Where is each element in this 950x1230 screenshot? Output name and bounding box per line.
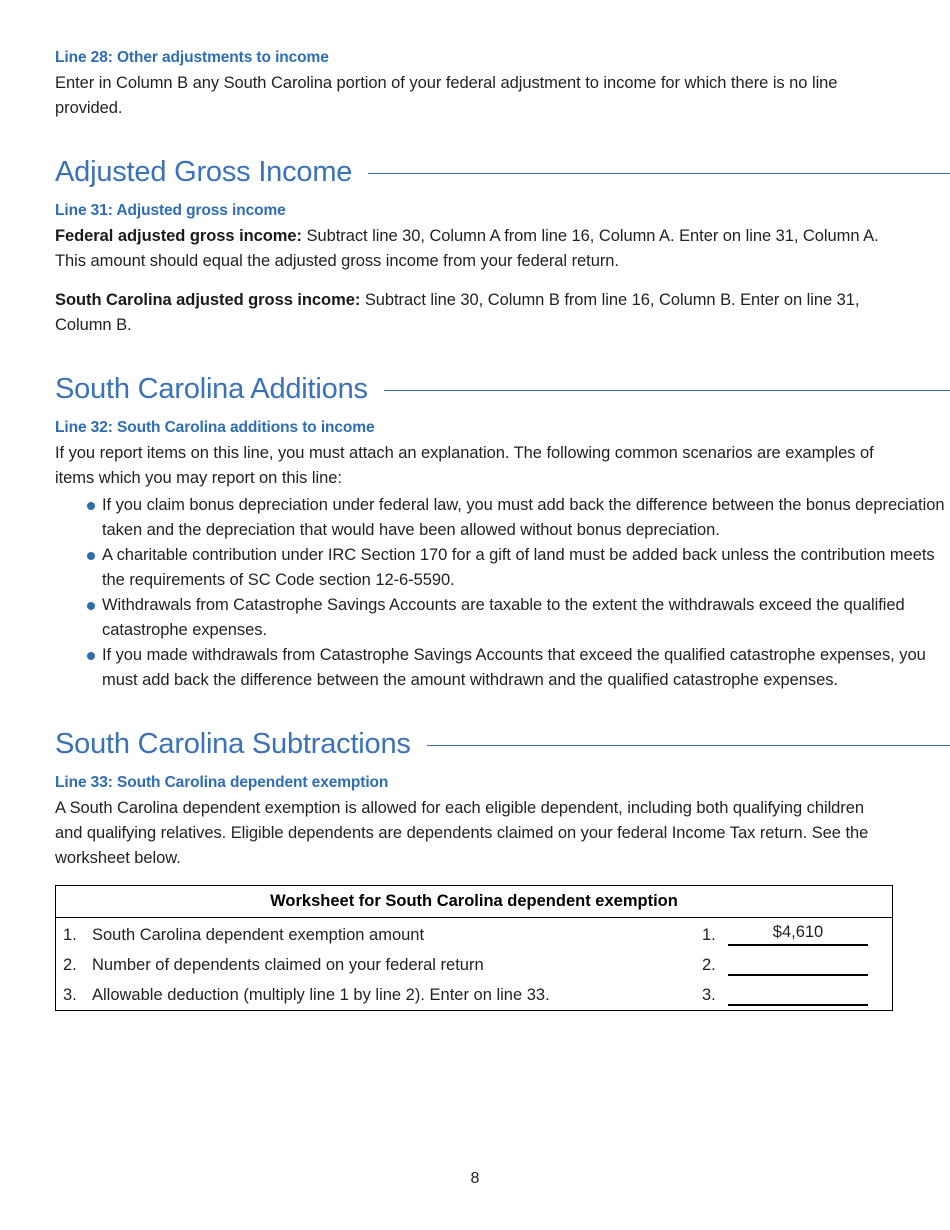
page-number: 8 [470,1170,480,1187]
list-item-text: If you claim bonus depreciation under federal law, you must add back the difference between the bonus depreciation taken and the depreciation that would have been allowed without bonus depreciation. [102,496,945,539]
sc-agi-lead: South Carolina adjusted gross income: [55,291,361,309]
section-adjusted-gross-income [55,155,950,189]
sc-agi-rest: Subtract line 30, Column B from line 16, Column B. Enter on line 31, Column B. [55,291,860,334]
row-line-number: 1. [702,926,716,944]
list-item-text: A charitable contribution under IRC Section 170 for a gift of land must be added back unless the contribution meets the requirements of SC Code section 12-6-5590. [102,546,935,589]
worksheet-title: Worksheet for South Carolina dependent exemption [56,886,892,918]
section-divider-rule [427,745,950,746]
section-title: South Carolina Subtractions [55,728,411,760]
line-33-paragraph: A South Carolina dependent exemption is allowed for each eligible dependent, including both qualifying children and qualifying relatives. Eligible dependents are dependents claimed on your federal Income Tax return. See the worksheet below. [55,799,869,867]
line-28-paragraph: Enter in Column B any South Carolina portion of your federal adjustment to income for which there is no line provided. [55,74,838,117]
list-item-text: If you made withdrawals from Catastrophe Savings Accounts that exceed the qualified catastrophe expenses, you must add back the difference between the amount withdrawn and the qualified catastrophe expenses. [102,646,926,689]
bullet-dot-icon [87,652,95,660]
section-divider-rule [384,390,950,391]
list-item [55,593,950,643]
section-title: South Carolina Additions [55,373,368,405]
section-south-carolina-subtractions [55,727,950,761]
line-31-paragraph-federal [55,224,895,274]
line-31-heading: Line 31: Adjusted gross income [55,202,286,219]
line-32-paragraph: If you report items on this line, you must attach an explanation. The following common scenarios are examples of items which you may report on this line: [55,444,874,487]
line-32-heading: Line 32: South Carolina additions to income [55,419,375,436]
row-line-number: 3. [702,986,716,1004]
row-line-number: 2. [702,956,716,974]
bullet-dot-icon [87,552,95,560]
amount-field[interactable] [728,985,868,1006]
row-label: Number of dependents claimed on your federal return [92,956,484,974]
line-33-heading: Line 33: South Carolina dependent exemption [55,774,389,791]
section-divider-rule [368,173,950,174]
amount-field[interactable]: $4,610 [728,922,868,946]
list-item [55,643,950,693]
bullet-dot-icon [87,502,95,510]
block-line-31 [55,201,950,338]
dependent-exemption-worksheet [55,885,893,1011]
table-row [56,950,892,980]
line-31-paragraph-sc [55,288,895,338]
list-item [55,543,950,593]
federal-agi-rest: Subtract line 30, Column A from line 16, Column A. Enter on line 31, Column A. This amount should equal the adjusted gross income from your federal return. [55,227,879,270]
block-line-33 [55,773,950,871]
row-number: 2. [63,956,77,974]
row-number: 3. [63,986,77,1004]
line-32-bullet-list [55,493,950,693]
amount-field[interactable] [728,955,868,976]
row-number: 1. [63,926,77,944]
list-item-text: Withdrawals from Catastrophe Savings Accounts are taxable to the extent the withdrawals exceed the qualified catastrophe expenses. [102,596,905,639]
row-label: Allowable deduction (multiply line 1 by line 2). Enter on line 33. [92,986,550,1004]
block-line-28 [55,48,950,121]
page-content [55,48,950,1011]
federal-agi-lead: Federal adjusted gross income: [55,227,302,245]
section-title: Adjusted Gross Income [55,156,353,188]
row-label: South Carolina dependent exemption amount [92,926,425,944]
block-line-32 [55,418,950,693]
bullet-dot-icon [87,602,95,610]
list-item [55,493,950,543]
table-row [56,980,892,1010]
section-south-carolina-additions [55,372,950,406]
table-row [56,918,892,950]
line-28-heading: Line 28: Other adjustments to income [55,49,329,66]
